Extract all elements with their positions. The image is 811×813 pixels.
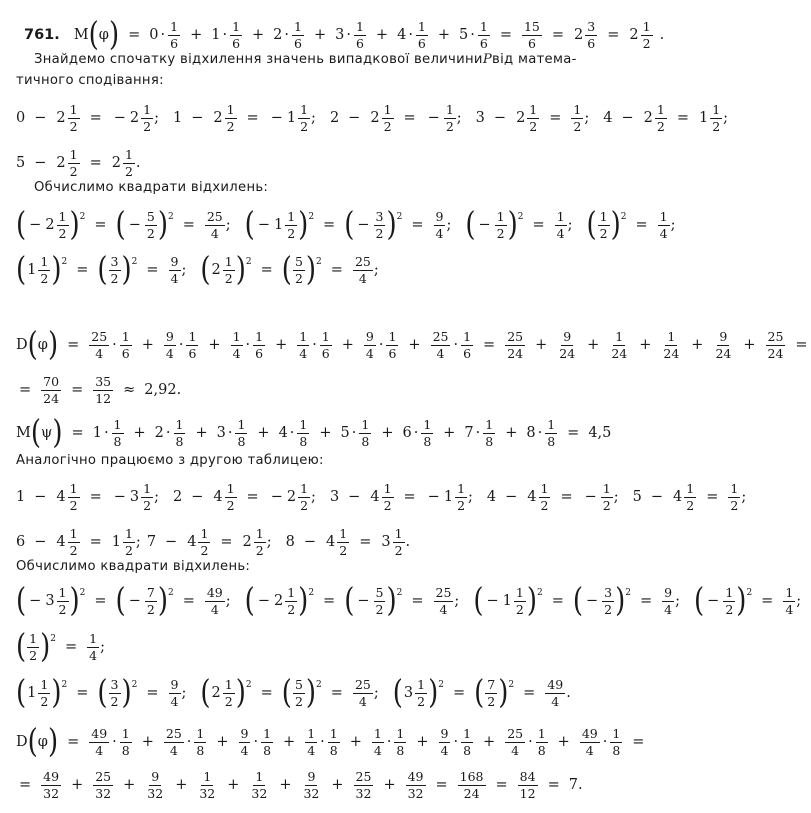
fraction: 1 8 [175,417,184,449]
fraction: 25 4 [91,329,108,361]
math-line: 6 − 4 1 2 = 1 1 2 ; 7 − 4 1 2 = 2 1 2 ; 8 − 4 1 2 = 3 1 2 . [16,526,411,558]
fraction: 9 4 [435,209,444,241]
fraction: 9 4 [664,585,673,617]
fraction: 1 4 [299,329,308,361]
math-line: = 70 24 = 35 12 ≈ 2,92. [19,374,182,406]
math-line: M ( ψ ) = 1 · 1 8 + 2 · 1 8 + 3 · 1 8 + 4 · 1 8 + 5 · 1 8 + 6 · 1 8 + 7 · 1 8 + 8 · 1 8 = 4,5 [16,414,612,452]
fraction: 1 2 [730,481,739,513]
fraction: 1 8 [537,726,546,758]
math-line: 0 − 2 1 2 = − 2 1 2 ; 1 − 2 1 2 = − 1 1 2 ; 2 − 2 1 2 = − $\frac{1}{2}$ ; 3 − 2 1 2 = 1 2 ; 4 − 2 1 2 = 1 1 2 ; [16,102,729,134]
fraction: 1 2 [255,526,264,558]
fraction: 1 8 [612,726,621,758]
fraction: 1 24 [611,329,628,361]
fraction: 1 2 [417,677,426,709]
fraction: 1 6 [388,329,397,361]
fraction: 1 4 [373,726,382,758]
fraction: 25 32 [355,769,372,801]
fraction: 1 2 [58,585,67,617]
fraction: 25 4 [354,677,371,709]
math-line: 5 − 2 1 2 = 2 1 2 . [16,147,141,179]
fraction: 1 2 [69,102,78,134]
fraction: 1 2 [712,102,721,134]
fraction: 25 4 [165,726,182,758]
fraction: $\frac{5}{2}$ [375,585,384,617]
fraction: 1 6 [463,329,472,361]
math-line: ( − 2 1 2 ) 2 = ( − $\frac{5}{2}$ ) 2 = 25 4 ; ( − 1 1 2 ) 2 = ( − $\frac{3}{2}$ ) 2 = 9 4 ; ( − $\frac{1}{2}$ ) 2 = 1 4 ; ( 1 2 ) 2 = 1 4 ; [16,206,676,244]
fraction: 1 2 [200,526,209,558]
text-line: Знайдемо спочатку відхилення значень випадкової величини P від матема- [34,52,577,67]
fraction: 9 24 [559,329,576,361]
fraction: 1 4 [307,726,316,758]
fraction: 1 4 [785,585,794,617]
fraction: $\frac{1}{2}$ [496,209,505,241]
fraction: 1 8 [485,417,494,449]
fraction: 49 4 [581,726,598,758]
fraction: 1 2 [226,102,235,134]
fraction: 9 32 [147,769,164,801]
text-line: Обчислимо квадрати відхилень: [16,559,251,574]
fraction: $\frac{1}{2}$ [725,585,734,617]
fraction: 25 4 [206,209,223,241]
fraction: 1 2 [599,209,608,241]
fraction: 5 2 [294,677,303,709]
fraction: 1 2 [69,481,78,513]
fraction: 1 2 [224,677,233,709]
fraction: 1 2 [287,209,296,241]
fraction: 25 4 [354,254,371,286]
fraction: 1 8 [121,726,130,758]
fraction: 49 4 [206,585,223,617]
fraction: 1 8 [299,417,308,449]
fraction: 1 2 [29,631,38,663]
problem-number: 761. [24,27,60,44]
fraction: 5 2 [294,254,303,286]
fraction: 3 2 [110,677,119,709]
fraction: 49 32 [43,769,60,801]
math-line: = 49 32 + 25 32 + 9 32 + 1 32 + 1 32 + 9 32 + 25 32 + 49 32 = 168 24 = 84 12 = 7. [19,769,583,801]
fraction: 1 6 [479,19,488,51]
fraction: 15 6 [523,19,540,51]
fraction: 1 4 [556,209,565,241]
fraction: 1 2 [686,481,695,513]
fraction: 3 2 [110,254,119,286]
fraction: $\frac{3}{2}$ [604,585,613,617]
fraction: 1 8 [361,417,370,449]
fraction: 1 2 [300,102,309,134]
fraction: 1 8 [237,417,246,449]
math-line: 1 − 4 1 2 = − 3 1 2 ; 2 − 4 1 2 = − 2 1 2 ; 3 − 4 1 2 = − 1 1 2 ; 4 − 4 1 2 = − $\frac{1}{2}$ ; 5 − 4 1 2 = 1 2 ; [16,481,747,513]
text-line: Обчислимо квадрати відхилень: [34,180,269,195]
fraction: 25 4 [432,329,449,361]
fraction: 25 24 [507,329,524,361]
fraction: 1 2 [300,481,309,513]
fraction: 1 6 [355,19,364,51]
fraction: 1 8 [196,726,205,758]
fraction: 84 12 [519,769,536,801]
fraction: 1 6 [417,19,426,51]
fraction: 1 2 [515,585,524,617]
fraction: $\frac{7}{2}$ [146,585,155,617]
math-line: ( − 3 1 2 ) 2 = ( − $\frac{7}{2}$ ) 2 = 49 4 ; ( − 2 1 2 ) 2 = ( − $\frac{5}{2}$ ) 2 = 25 4 ; ( − 1 1 2 ) 2 = ( − $\frac{3}{2}$ ) 2 = 9 4 ; ( − $\frac{1}{2}$ ) 2 = 1 4 ; [16,582,802,620]
fraction: 1 8 [547,417,556,449]
fraction: 1 2 [287,585,296,617]
fraction: 1 2 [143,102,152,134]
math-line: D ( φ ) = 25 4 · 1 6 + 9 4 · 1 6 + 1 4 · 1 6 + 1 4 · 1 6 + 9 4 · 1 6 + 25 4 · 1 6 = 25 24 + 9 24 + 1 24 + 1 24 + 9 24 + 25 24 = [16,326,808,364]
fraction: 7 2 [487,677,496,709]
fraction: 1 2 [40,677,49,709]
fraction: 1 2 [383,481,392,513]
fraction: 1 2 [529,102,538,134]
math-line: D ( φ ) = 49 4 · 1 8 + 25 4 · 1 8 + 9 4 · 1 8 + 1 4 · 1 8 + 1 4 · 1 8 + 9 4 · 1 8 + 25 4 · 1 8 + 49 4 · 1 8 = [16,723,645,761]
fraction: 35 12 [95,374,112,406]
fraction: $\frac{1}{2}$ [445,102,454,134]
fraction: 168 24 [459,769,484,801]
fraction: 9 4 [365,329,374,361]
text-line: тичного сподівання: [16,73,164,88]
fraction: 1 2 [226,481,235,513]
fraction: 1 2 [339,526,348,558]
fraction: 49 32 [407,769,424,801]
fraction: 1 4 [232,329,241,361]
fraction: $\frac{5}{2}$ [146,209,155,241]
fraction: 1 6 [294,19,302,51]
fraction: 1 8 [113,417,122,449]
fraction: 1 6 [255,329,264,361]
fraction: 1 2 [69,147,78,179]
fraction: 49 4 [91,726,108,758]
fraction: 9 4 [165,329,174,361]
fraction: 1 8 [263,726,272,758]
fraction: 9 4 [240,726,249,758]
fraction: 1 2 [573,102,582,134]
fraction: 1 8 [396,726,405,758]
fraction: 9 4 [170,677,179,709]
fraction: 1 2 [40,254,49,286]
fraction: 9 4 [170,254,179,286]
fraction: 1 2 [69,526,78,558]
fraction: 1 2 [143,481,152,513]
fraction: 9 24 [715,329,732,361]
fraction: 49 4 [547,677,564,709]
fraction: $\frac{3}{2}$ [375,209,384,241]
fraction: 1 8 [423,417,432,449]
fraction: 9 4 [440,726,449,758]
fraction: 9 32 [303,769,320,801]
fraction: 25 24 [767,329,784,361]
math-line: 761. M ( φ ) = 0 · 1 6 + 1 · 1 6 + 2 · 1 6 + 3 · 1 6 + 4 · 1 6 + 5 · 1 6 = 15 6 = 2 3 6 = 2 1 2 . [24,16,665,54]
fraction: 1 2 [224,254,233,286]
math-line: ( 1 2 ) 2 = 1 4 ; [16,628,105,666]
fraction: 1 2 [124,147,133,179]
text-line: Аналогічно працюємо з другою таблицею: [16,453,324,468]
fraction: 1 2 [383,102,392,134]
fraction: 25 32 [95,769,112,801]
fraction: 1 2 [394,526,403,558]
fraction: 1 8 [463,726,472,758]
fraction: 1 6 [321,329,330,361]
fraction: 1 6 [188,329,197,361]
fraction: 1 6 [232,19,241,51]
fraction: $\frac{1}{2}$ [602,481,611,513]
fraction: 1 2 [124,526,133,558]
math-line: ( 1 1 2 ) 2 = ( 3 2 ) 2 = 9 4 ; ( 2 1 2 ) 2 = ( 5 2 ) 2 = 25 4 ; [16,251,379,289]
fraction: 25 4 [507,726,524,758]
fraction: 1 4 [659,209,668,241]
fraction: 1 24 [663,329,680,361]
fraction: 1 4 [89,631,98,663]
fraction: 1 6 [170,19,179,51]
fraction: 1 32 [251,769,268,801]
fraction: 1 2 [58,209,67,241]
fraction: 70 24 [43,374,60,406]
fraction: 1 32 [199,769,216,801]
fraction: 1 8 [329,726,338,758]
fraction: 1 2 [457,481,466,513]
fraction: 1 2 [642,19,651,51]
math-line: ( 1 1 2 ) 2 = ( 3 2 ) 2 = 9 4 ; ( 2 1 2 ) 2 = ( 5 2 ) 2 = 25 4 ; ( 3 1 2 ) 2 = ( 7 2 ) 2 = 49 4 . [16,674,571,712]
fraction: 1 2 [540,481,549,513]
fraction: 25 4 [435,585,452,617]
fraction: 3 6 [587,19,596,51]
fraction: 1 6 [121,329,130,361]
fraction: 1 2 [656,102,665,134]
